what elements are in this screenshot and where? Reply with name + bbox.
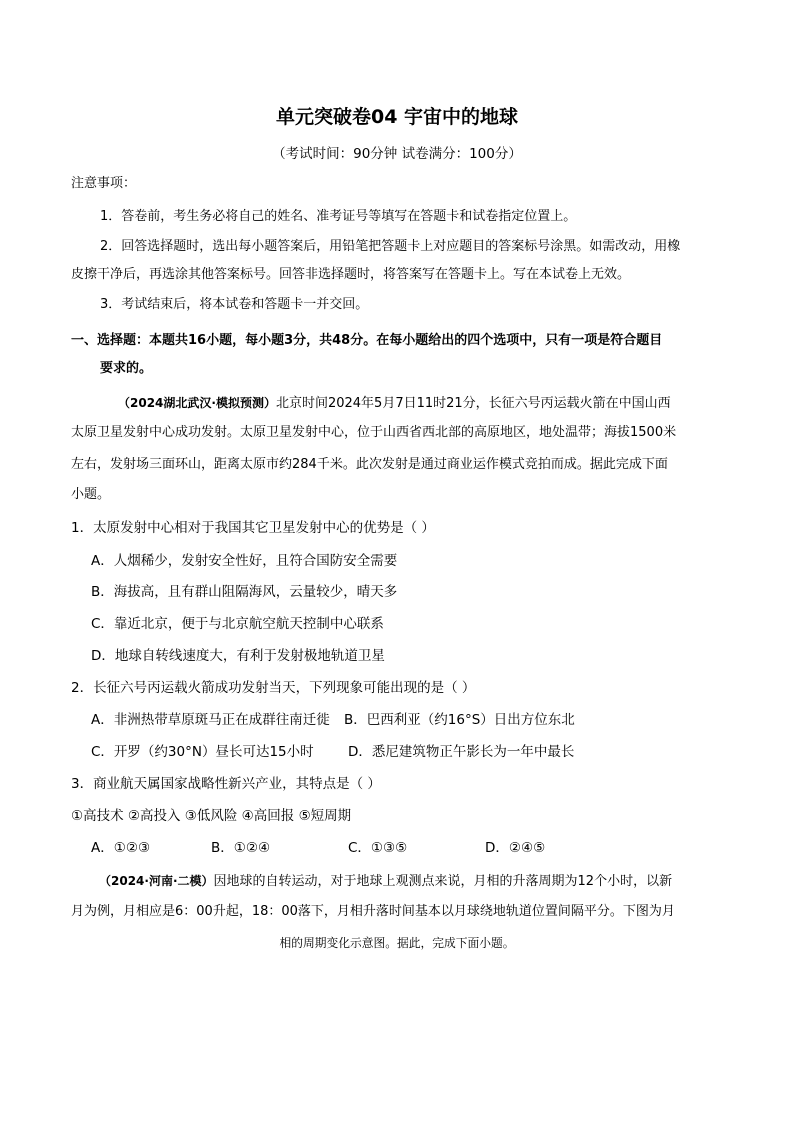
question-3-features: ①高技术 ②高投入 ③低风险 ④高回报 ⑤短周期 xyxy=(71,808,352,824)
notice-item-3: 3．考试结束后，将本试卷和答题卡一并交回。 xyxy=(100,297,369,312)
question-3-option-c: C．①③⑤ xyxy=(348,840,408,856)
question-1-option-a: A．人烟稀少，发射安全性好，且符合国防安全需要 xyxy=(91,553,398,569)
passage-2-text: 因地球的自转运动，对于地球上观测点来说，月相的升落周期为12个小时，以新 xyxy=(213,874,673,889)
notice-heading: 注意事项： xyxy=(71,176,137,191)
question-3-option-d: D．②④⑤ xyxy=(485,840,546,856)
question-1-stem: 1．太原发射中心相对于我国其它卫星发射中心的优势是（ ） xyxy=(71,520,435,536)
passage-1-line-4: 小题。 xyxy=(71,487,111,502)
question-3-stem: 3．商业航天属国家战略性新兴产业，其特点是（ ） xyxy=(71,776,381,792)
exam-title: 单元突破卷04 宇宙中的地球 xyxy=(275,106,519,128)
section-1-heading: 一、选择题：本题共16小题，每小题3分，共48分。在每小题给出的四个选项中，只有一项是符合题目 xyxy=(71,333,663,348)
question-1-option-b: B．海拔高，且有群山阻隔海风，云量较少，晴天多 xyxy=(91,584,398,600)
question-3-option-b: B．①②④ xyxy=(211,840,271,856)
notice-item-2: 2．回答选择题时，选出每小题答案后，用铅笔把答题卡上对应题目的答案标号涂黑。如需改动，用橡 xyxy=(100,239,681,254)
question-2-stem: 2．长征六号丙运载火箭成功发射当天，下列现象可能出现的是（ ） xyxy=(71,680,476,696)
passage-2-line-1 xyxy=(99,873,672,890)
notice-item-1: 1．答卷前，考生务必将自己的姓名、准考证号等填写在答题卡和试卷指定位置上。 xyxy=(100,209,577,224)
passage-2-source: （2024·河南·二模） xyxy=(99,874,214,888)
notice-item-2-cont: 皮擦干净后，再选涂其他答案标号。回答非选择题时，将答案写在答题卡上。写在本试卷上无效。 xyxy=(71,267,631,282)
passage-1-line-2: 太原卫星发射中心成功发射。太原卫星发射中心，位于山西省西北部的高原地区，地处温带；海拔1500米 xyxy=(71,425,677,440)
passage-2-line-2: 月为例，月相应是6：00升起，18：00落下，月相升落时间基本以月球绕地轨道位置间隔平分。下图为月 xyxy=(71,904,675,919)
question-3-option-a: A．①②③ xyxy=(91,840,151,856)
exam-subtitle: （考试时间：90分钟 试卷满分：100分） xyxy=(272,146,522,162)
question-1-option-d: D．地球自转线速度大，有利于发射极地轨道卫星 xyxy=(91,648,385,664)
question-2-option-d: D．悉尼建筑物正午影长为一年中最长 xyxy=(348,744,575,760)
section-1-heading-cont: 要求的。 xyxy=(100,361,153,376)
passage-1-line-1 xyxy=(118,395,671,412)
passage-1-line-3: 左右，发射场三面环山，距离太原市约284千米。此次发射是通过商业运作模式竞拍而成。据此完成下面 xyxy=(71,457,668,472)
passage-2-line-3: 相的周期变化示意图。据此，完成下面小题。 xyxy=(279,936,515,950)
question-2-option-b: B．巴西利亚（约16°S）日出方位东北 xyxy=(344,712,575,728)
question-2-option-c: C．开罗（约30°N）昼长可达15小时 xyxy=(91,744,314,760)
question-2-option-a: A．非洲热带草原斑马正在成群往南迁徙 xyxy=(91,712,330,728)
question-1-option-c: C．靠近北京，便于与北京航空航天控制中心联系 xyxy=(91,616,384,632)
passage-1-source: （2024湖北武汉·模拟预测） xyxy=(118,396,276,410)
passage-1-text: 北京时间2024年5月7日11时21分，长征六号丙运载火箭在中国山西 xyxy=(275,396,671,411)
